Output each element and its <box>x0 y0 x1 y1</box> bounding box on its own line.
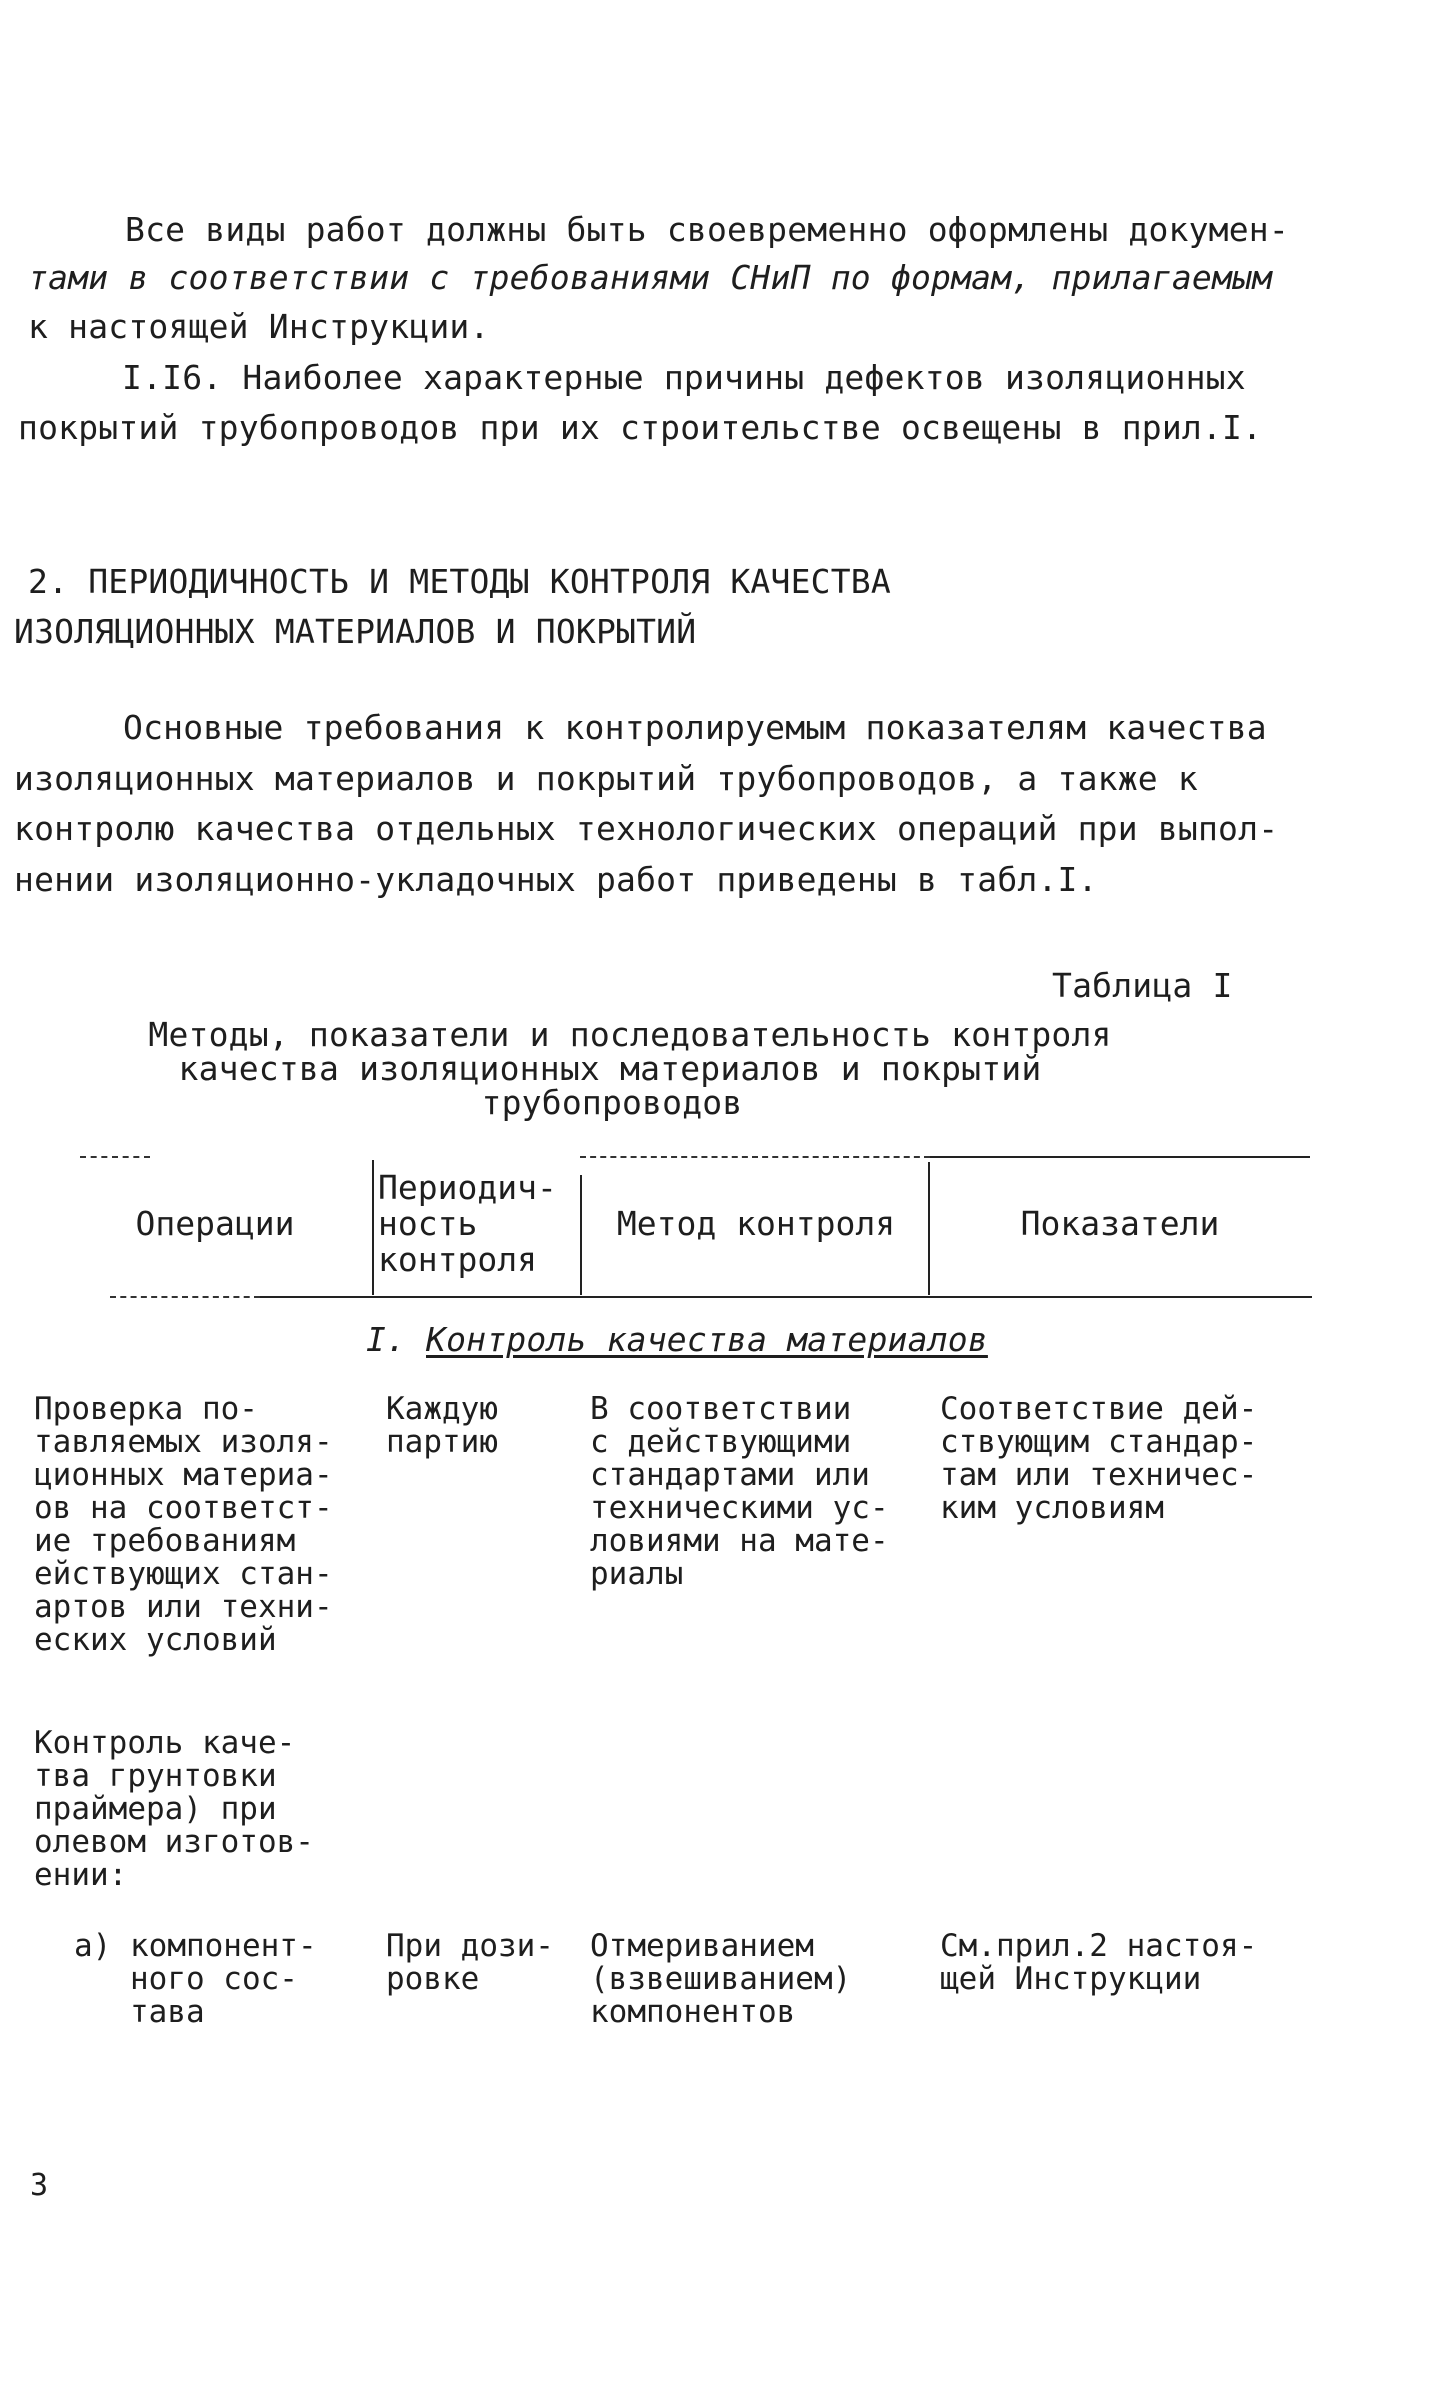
table-caption-line-3: трубопроводов <box>481 1083 743 1122</box>
row3-indicators: См.прил.2 настоя- щей Инструкции <box>940 1928 1258 1997</box>
table-caption-line-1: Методы, показатели и последовательность контроля <box>148 1015 1112 1054</box>
page-number: 3 <box>30 2168 49 2203</box>
table-divider-1 <box>372 1160 374 1295</box>
section-para-line-4: нении изоляционно-укладочных работ приведены в табл.I. <box>14 860 1098 899</box>
table-header-rule-left <box>110 1296 260 1298</box>
header-operations: Операции <box>135 1204 295 1243</box>
table-divider-3 <box>928 1162 930 1295</box>
table-header-rule <box>260 1296 1312 1298</box>
section-para-line-3: контролю качества отдельных технологических операций при выпол- <box>14 809 1279 848</box>
row2-operation: Контроль каче- тва грунтовки праймера) при олевом изготов- ении: <box>34 1725 314 1893</box>
intro-line-4: I.I6. Наиболее характерные причины дефектов изоляционных <box>122 358 1246 397</box>
table-label: Таблица I <box>1052 966 1233 1005</box>
row3-method: Отмериванием (взвешиванием) компонентов <box>590 1928 852 2030</box>
table-section-number: I. <box>366 1320 407 1359</box>
intro-line-1: Все виды работ должны быть своевременно оформлены докумен- <box>125 210 1289 249</box>
table-top-rule-right <box>930 1156 1310 1158</box>
row1-periodicity: Каждую партию <box>386 1391 498 1460</box>
row1-indicators: Соответствие дей- ствующим стандар- там или техничес- ким условиям <box>940 1391 1258 1526</box>
row3-operation: а) компонент- ного сос- тава <box>74 1928 317 2030</box>
section-para-line-2: изоляционных материалов и покрытий трубопроводов, а также к <box>14 759 1198 798</box>
table-section-title: Контроль качества материалов <box>426 1320 988 1359</box>
section-para-line-1: Основные требования к контролируемым показателям качества <box>123 708 1267 747</box>
intro-line-5: покрытий трубопроводов при их строительстве освещены в прил.I. <box>18 408 1263 447</box>
header-method: Метод контроля <box>616 1204 896 1243</box>
row1-method: В соответствии с действующими стандартами или техническими ус- ловиями на мате- риалы <box>590 1391 889 1592</box>
intro-line-2: тами в соответствии с требованиями СНиП по формам, прилагаемым <box>28 258 1273 297</box>
section-heading-line-2: ИЗОЛЯЦИОННЫХ МАТЕРИАЛОВ И ПОКРЫТИЙ <box>14 612 697 651</box>
row3-periodicity: При дози- ровке <box>386 1928 554 1997</box>
intro-line-3: к настоящей Инструкции. <box>28 307 490 346</box>
section-heading-line-1: 2. ПЕРИОДИЧНОСТЬ И МЕТОДЫ КОНТРОЛЯ КАЧЕСТВА <box>28 562 891 601</box>
header-periodicity: Периодич- ность контроля <box>378 1168 557 1279</box>
header-indicators: Показатели <box>1020 1204 1220 1243</box>
table-divider-2 <box>580 1175 582 1295</box>
table-caption-line-2: качества изоляционных материалов и покрытий <box>178 1049 1042 1088</box>
table-top-rule-left <box>80 1156 150 1158</box>
row1-operation: Проверка по- тавляемых изоля- ционных материа- ов на соответст- ие требованиям ействующих стан- артов или техни- еских условий <box>34 1391 333 1658</box>
table-top-rule-middle <box>580 1156 930 1158</box>
